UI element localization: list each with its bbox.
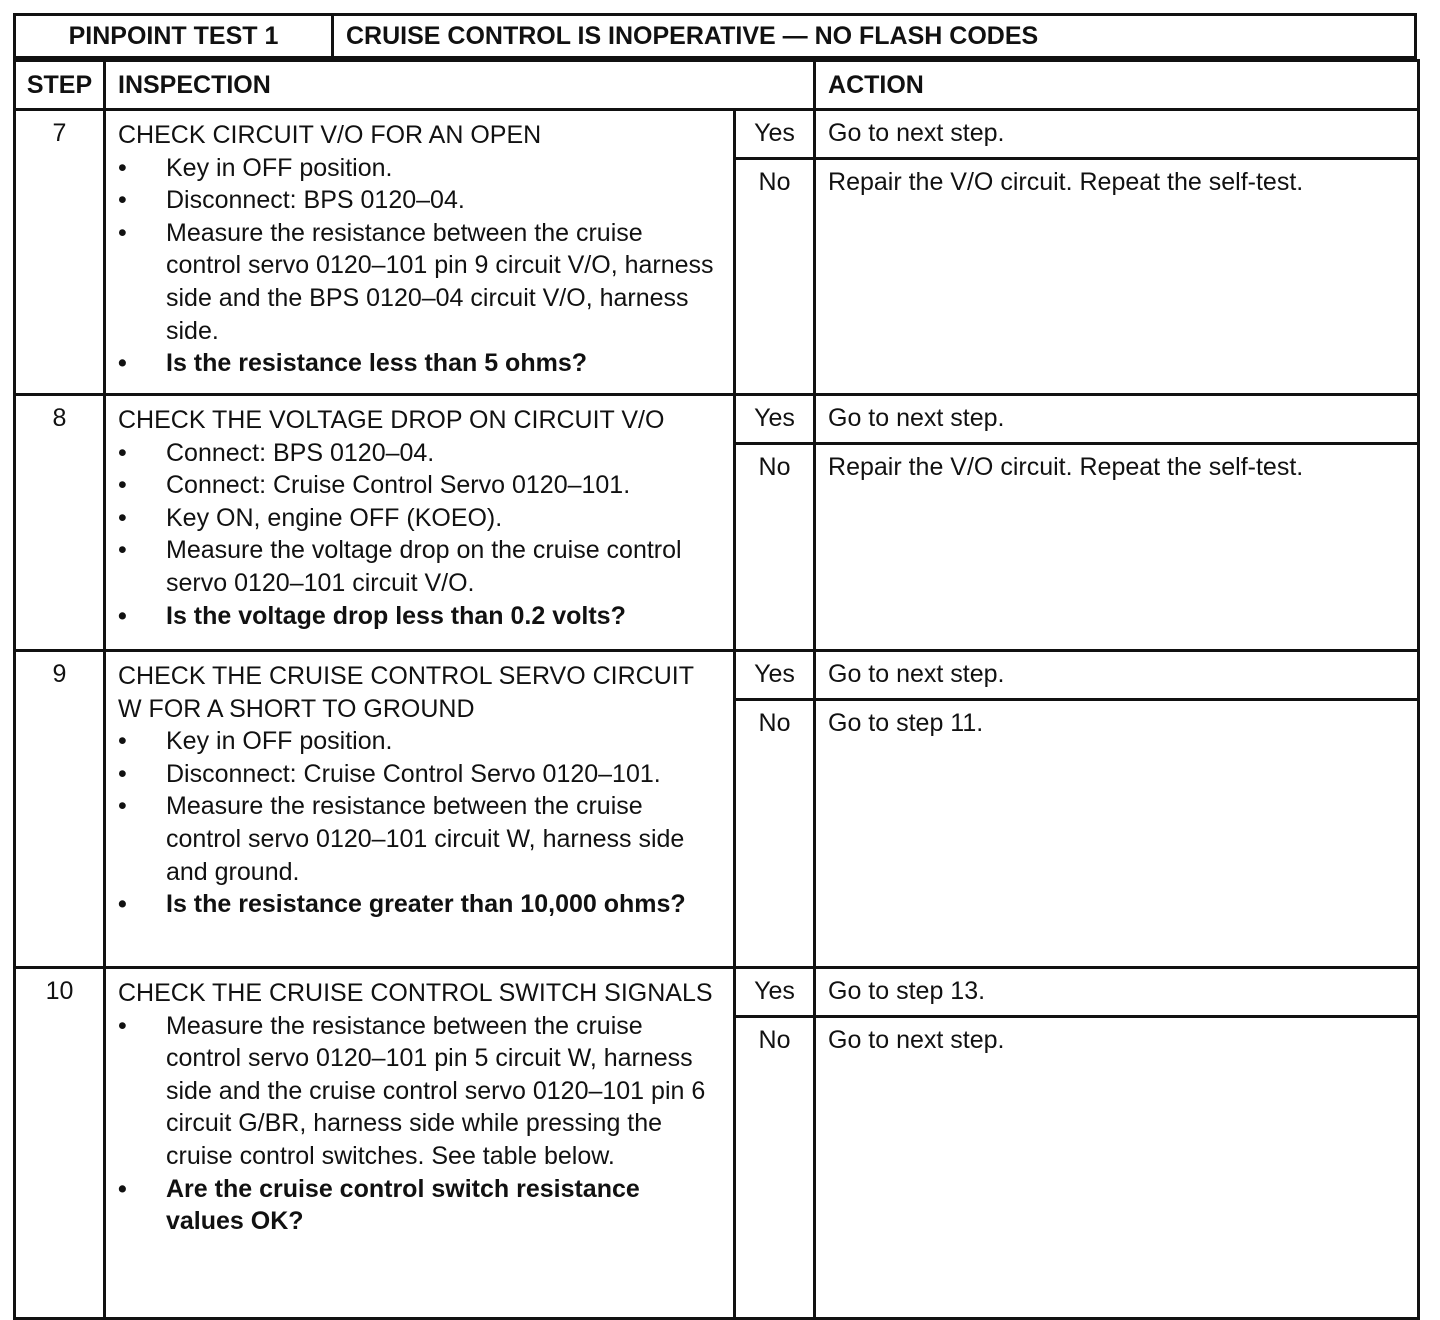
inspection-title: CHECK CIRCUIT V/O FOR AN OPEN [118,121,542,149]
inspection-question: • Is the voltage drop less than 0.2 volts? [118,600,723,633]
no-label: No [735,159,815,395]
no-action: Go to step 11. [815,700,1419,968]
pinpoint-test-sheet [13,13,1417,1273]
inspection-bullet: • Key in OFF position. [118,725,723,758]
step-row [15,968,1419,1017]
inspection-cell [105,651,735,968]
inspection-bullet: • Measure the resistance between the cruise control servo 0120–101 pin 5 circuit W, harness side and the cruise control servo 0120–101 pin 6 circuit G/BR, harness side while pressing the cruise control switches. See table below. [118,1010,723,1173]
inspection-bullet: • Disconnect: BPS 0120–04. [118,184,723,217]
step-row [15,395,1419,444]
inspection-title: CHECK THE CRUISE CONTROL SERVO CIRCUIT W FOR A SHORT TO GROUND [118,662,694,723]
step-number: 9 [15,651,105,968]
inspection-question: • Is the resistance greater than 10,000 ohms? [118,888,723,921]
inspection-bullets [118,725,723,921]
test-label: PINPOINT TEST 1 [16,16,334,56]
yes-action: Go to next step. [815,110,1419,159]
step-column-header: STEP [15,61,105,110]
step-number: 7 [15,110,105,395]
inspection-question: • Is the resistance less than 5 ohms? [118,347,723,380]
no-action: Go to next step. [815,1017,1419,1319]
column-header-row [15,61,1419,110]
inspection-bullet: • Connect: Cruise Control Servo 0120–101. [118,469,723,502]
no-action: Repair the V/O circuit. Repeat the self-test. [815,159,1419,395]
no-label: No [735,444,815,651]
inspection-bullet: • Measure the voltage drop on the cruise control servo 0120–101 circuit V/O. [118,534,723,599]
inspection-bullets [118,437,723,633]
inspection-cell [105,968,735,1319]
inspection-bullet: • Connect: BPS 0120–04. [118,437,723,470]
yes-action: Go to next step. [815,395,1419,444]
inspection-bullets [118,1010,723,1238]
inspection-bullet: • Measure the resistance between the cruise control servo 0120–101 pin 9 circuit V/O, harness side and the BPS 0120–04 circuit V/O, harness side. [118,217,723,347]
inspection-bullet: • Key ON, engine OFF (KOEO). [118,502,723,535]
pinpoint-table [13,59,1420,1320]
action-column-header: ACTION [815,61,1419,110]
yes-label: Yes [735,968,815,1017]
no-action: Repair the V/O circuit. Repeat the self-test. [815,444,1419,651]
inspection-title: CHECK THE VOLTAGE DROP ON CIRCUIT V/O [118,406,665,434]
step-row [15,651,1419,700]
yes-action: Go to step 13. [815,968,1419,1017]
yes-label: Yes [735,651,815,700]
inspection-bullets [118,152,723,380]
inspection-bullet: • Measure the resistance between the cruise control servo 0120–101 circuit W, harness side and ground. [118,790,723,888]
inspection-cell [105,110,735,395]
yes-label: Yes [735,110,815,159]
no-label: No [735,700,815,968]
step-number: 10 [15,968,105,1319]
title-row [13,13,1417,59]
no-label: No [735,1017,815,1319]
yes-action: Go to next step. [815,651,1419,700]
inspection-cell [105,395,735,651]
inspection-column-header: INSPECTION [105,61,815,110]
yes-label: Yes [735,395,815,444]
step-number: 8 [15,395,105,651]
step-row [15,110,1419,159]
steps-body [15,110,1419,1319]
inspection-bullet: • Key in OFF position. [118,152,723,185]
inspection-title: CHECK THE CRUISE CONTROL SWITCH SIGNALS [118,979,713,1007]
inspection-question: • Are the cruise control switch resistance values OK? [118,1173,723,1238]
inspection-bullet: • Disconnect: Cruise Control Servo 0120–101. [118,758,723,791]
test-title: CRUISE CONTROL IS INOPERATIVE — NO FLASH CODES [346,21,1039,50]
